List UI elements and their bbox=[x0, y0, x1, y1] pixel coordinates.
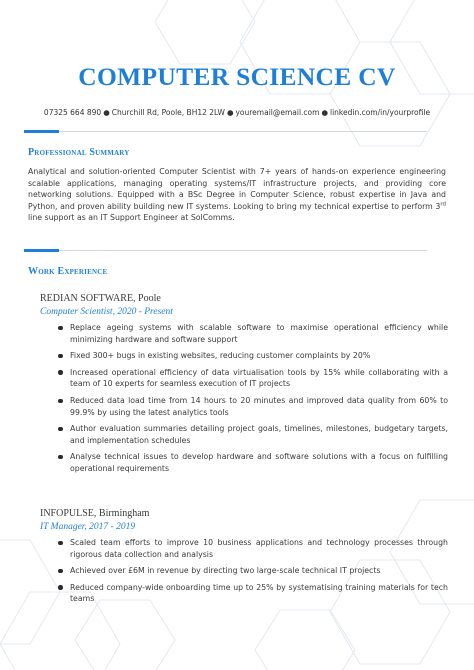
page-title: COMPUTER SCIENCE CV bbox=[78, 62, 396, 91]
summary-text-part: line support as an IT Support Engineer at SolComms. bbox=[28, 213, 235, 223]
section-heading-summary: Professional Summary bbox=[28, 147, 130, 158]
bullet-text: Replace ageing systems with scalable software to maximise operational efficiency while minimizing hardware and software support bbox=[70, 323, 448, 344]
bullet-separator: ● bbox=[103, 108, 110, 117]
bullet-text: Fixed 300+ bugs in existing websites, reducing customer complaints by 20% bbox=[70, 351, 371, 361]
divider bbox=[24, 250, 427, 251]
bullet-icon bbox=[58, 427, 63, 432]
list-item bbox=[58, 322, 448, 345]
divider-accent bbox=[24, 130, 59, 133]
bullet-text: Reduced data load time from 14 hours to 20 minutes and improved data quality from 60% to 99.9% by using the latest analytics tools bbox=[70, 395, 448, 417]
divider bbox=[24, 131, 427, 132]
bullet-text: Scaled team efforts to improve 10 business applications and technology processes through rigorous data collection and analysis bbox=[70, 538, 448, 559]
bullet-icon bbox=[58, 370, 63, 375]
contact-linkedin[interactable]: linkedin.com/in/yourprofile bbox=[330, 108, 431, 117]
bullet-text: Increased operational efficiency of data virtualisation tools by 15% while collaborating with a team of 10 experts for seamless execution of IT projects bbox=[70, 367, 448, 389]
contact-phone: 07325 664 890 bbox=[43, 108, 102, 117]
bullet-icon bbox=[58, 585, 63, 590]
summary-text bbox=[28, 166, 446, 224]
list-item bbox=[58, 565, 448, 577]
section-heading-experience: Work Experience bbox=[28, 266, 108, 277]
job-bullets bbox=[58, 537, 448, 605]
contact-email[interactable]: youremail@email.com bbox=[235, 108, 320, 117]
list-item bbox=[58, 367, 448, 390]
job-bullets bbox=[58, 322, 448, 475]
list-item bbox=[58, 350, 448, 362]
bullet-separator: ● bbox=[226, 108, 234, 117]
bullet-icon bbox=[58, 569, 63, 574]
job-employer: REDIAN SOFTWARE, Poole bbox=[40, 293, 161, 304]
job-employer: INFOPULSE, Birmingham bbox=[40, 508, 150, 519]
list-item bbox=[58, 451, 448, 474]
bullet-icon bbox=[58, 455, 63, 460]
list-item bbox=[58, 582, 448, 605]
job-role: IT Manager, 2017 - 2019 bbox=[40, 522, 136, 532]
summary-text-part: Analytical and solution-oriented Computer Scientist with 7+ years of hands-on experience engineering scalable applications, managing operating systems/IT infrastructure projects, and providing core networking solutions. Equipped with a BSc Degree in Computer Science, robust expertise in Java and Python, and proven ability building new IT systems. Looking to bring my technical expertise to perform 3 bbox=[28, 167, 446, 211]
list-item bbox=[58, 423, 448, 446]
bullet-icon bbox=[58, 326, 63, 331]
contact-address: Churchill Rd, Poole, BH12 2LW bbox=[111, 108, 225, 117]
bullet-icon bbox=[58, 399, 63, 404]
divider-accent bbox=[24, 249, 59, 252]
bullet-icon bbox=[58, 354, 63, 359]
bullet-text: Author evaluation summaries detailing project goals, timelines, milestones, budgetary targets, and implementation schedules bbox=[70, 424, 448, 445]
list-item bbox=[58, 537, 448, 560]
job-role: Computer Scientist, 2020 - Present bbox=[40, 307, 173, 317]
summary-superscript: rd bbox=[440, 201, 446, 208]
bullet-text: Analyse technical issues to develop hardware and software solutions with a focus on fulfilling operational requirements bbox=[70, 452, 448, 473]
bullet-text: Achieved over £6M in revenue by directing two large-scale technical IT projects bbox=[70, 566, 381, 576]
bullet-text: Reduced company-wide onboarding time up to 25% by systematising training materials for tech teams bbox=[70, 582, 448, 604]
contact-line bbox=[0, 108, 474, 117]
list-item bbox=[58, 395, 448, 418]
bullet-separator: ● bbox=[321, 108, 328, 117]
bullet-icon bbox=[58, 541, 63, 546]
